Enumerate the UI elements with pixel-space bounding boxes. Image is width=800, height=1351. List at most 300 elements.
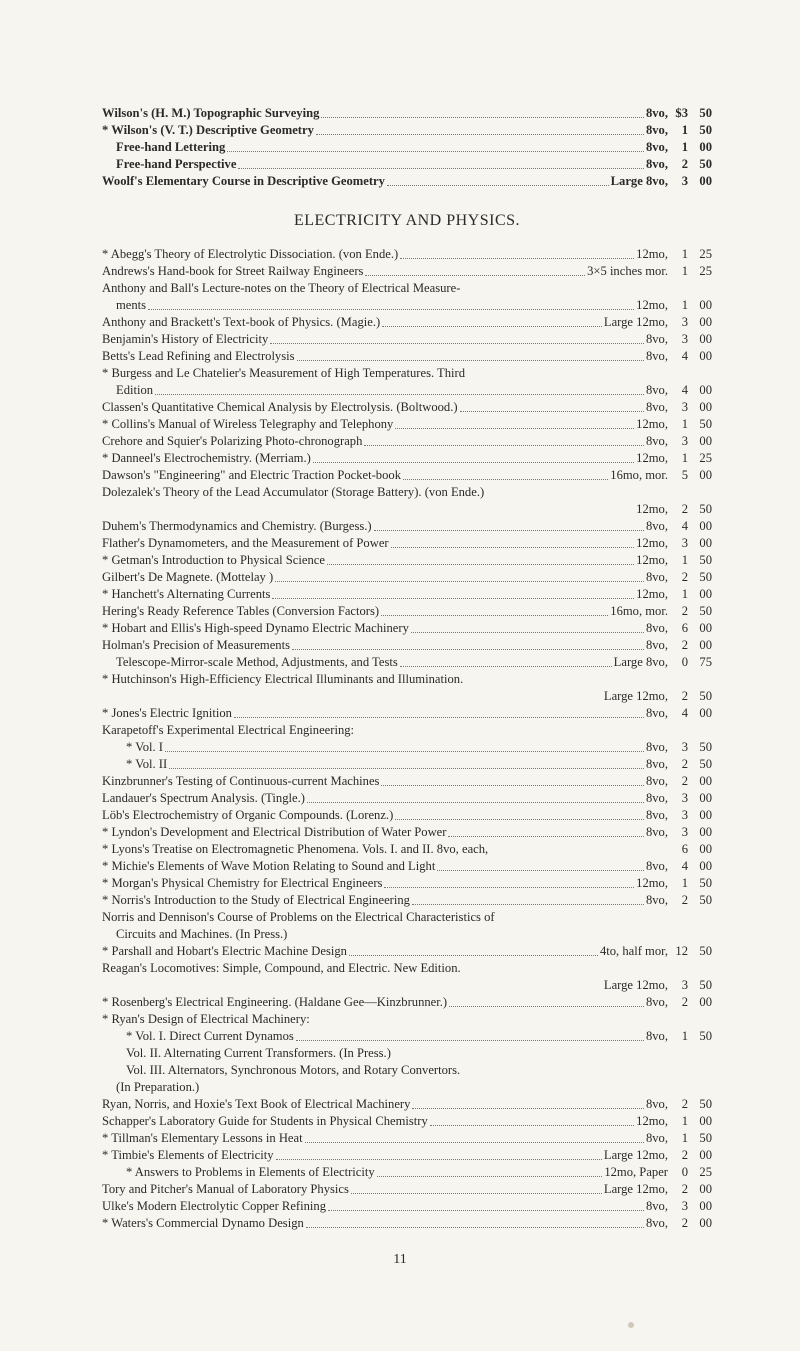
- dot-leader: [227, 150, 644, 152]
- catalog-entry: [102, 263, 712, 280]
- entry-price: [668, 1113, 712, 1130]
- catalog-entry: [102, 501, 712, 518]
- entry-title: Dolezalek's Theory of the Lead Accumulator (Storage Battery). (von Ende.): [102, 485, 485, 499]
- entry-format: 8vo,: [645, 1131, 668, 1145]
- dot-leader: [411, 631, 644, 633]
- catalog-entry: [102, 518, 712, 535]
- dot-leader: [165, 750, 644, 752]
- entry-price: [668, 841, 712, 858]
- entry-price: [668, 1096, 712, 1113]
- entry-price: [668, 382, 712, 399]
- entry-title: Karapetoff's Experimental Electrical Engineering:: [102, 723, 355, 737]
- price-dollars: 3: [681, 536, 688, 550]
- entry-price: [668, 105, 712, 122]
- entry-title: * Jones's Electric Ignition: [102, 706, 232, 720]
- entry-title: Crehore and Squier's Polarizing Photo-chronograph: [102, 434, 363, 448]
- entry-price: [668, 314, 712, 331]
- catalog-entry: [102, 467, 712, 484]
- price-cents: 25: [699, 451, 712, 465]
- price-cents: 00: [699, 774, 712, 788]
- section-entries: [102, 246, 712, 1232]
- dot-leader: [238, 167, 644, 169]
- catalog-entry: [102, 858, 712, 875]
- price-cents: 00: [699, 519, 712, 533]
- dot-leader: [305, 1141, 644, 1143]
- entry-title: Norris and Dennison's Course of Problems on the Electrical Characteristics of: [102, 910, 495, 924]
- dot-leader: [400, 665, 612, 667]
- dot-leader: [395, 818, 644, 820]
- entry-format: 8vo,: [645, 1216, 668, 1230]
- dot-leader: [234, 716, 644, 718]
- price-cents: 00: [699, 995, 712, 1009]
- entry-format: 8vo,: [645, 740, 668, 754]
- price-cents: 00: [699, 706, 712, 720]
- catalog-listing: [102, 105, 712, 1232]
- price-dollars: 1: [681, 553, 688, 567]
- price-dollars: 0: [681, 655, 688, 669]
- price-dollars: 2: [681, 604, 688, 618]
- dot-leader: [391, 546, 635, 548]
- dot-leader: [321, 116, 644, 118]
- catalog-entry: [102, 739, 712, 756]
- dot-leader: [437, 869, 644, 871]
- entry-title: Holman's Precision of Measurements: [102, 638, 290, 652]
- entry-format: 8vo,: [645, 383, 668, 397]
- entry-title: Vol. III. Alternators, Synchronous Motors, and Rotary Convertors.: [126, 1063, 461, 1077]
- section-heading: ELECTRICITY AND PHYSICS.: [293, 212, 521, 229]
- entry-price: [668, 467, 712, 484]
- catalog-entry: [102, 688, 712, 705]
- catalog-entry: [102, 416, 712, 433]
- entry-format: 8vo,: [645, 1199, 668, 1213]
- catalog-entry: [102, 1198, 712, 1215]
- catalog-entry: [102, 1062, 712, 1079]
- entry-title: Ryan, Norris, and Hoxie's Text Book of Electrical Machinery: [102, 1097, 411, 1111]
- entry-title: Gilbert's De Magnete. (Mottelay ): [102, 570, 274, 584]
- dot-leader: [328, 1209, 644, 1211]
- entry-title: * Lyons's Treatise on Electromagnetic Phenomena. Vols. I. and II. 8vo, each,: [102, 842, 489, 856]
- catalog-entry: [102, 382, 712, 399]
- price-cents: 00: [699, 1199, 712, 1213]
- dot-leader: [349, 954, 598, 956]
- price-dollars: 3: [681, 434, 688, 448]
- entry-price: [668, 977, 712, 994]
- price-cents: 00: [699, 825, 712, 839]
- entry-price: [668, 297, 712, 314]
- entry-price: [668, 620, 712, 637]
- entry-price: [668, 807, 712, 824]
- entry-format: 12mo,: [636, 536, 668, 550]
- dot-leader: [412, 903, 644, 905]
- price-dollars: 3: [681, 825, 688, 839]
- entry-format: 8vo,: [645, 140, 668, 154]
- price-dollars: 1: [681, 123, 688, 137]
- entry-price: [668, 501, 712, 518]
- entry-title: * Wilson's (V. T.) Descriptive Geometry: [102, 123, 314, 137]
- entry-format: 8vo,: [645, 332, 668, 346]
- entry-title: Benjamin's History of Electricity: [102, 332, 269, 346]
- entry-price: [668, 892, 712, 909]
- price-dollars: 12: [675, 944, 688, 958]
- catalog-entry: [102, 1011, 712, 1028]
- price-dollars: 2: [681, 757, 688, 771]
- dot-leader: [351, 1192, 602, 1194]
- dot-leader: [169, 767, 644, 769]
- catalog-entry: [102, 1028, 712, 1045]
- price-cents: 50: [699, 502, 712, 516]
- entry-format: 12mo,: [636, 247, 668, 261]
- price-dollars: 1: [681, 587, 688, 601]
- entry-format: Large 12mo,: [603, 689, 668, 703]
- price-dollars: 1: [681, 264, 688, 278]
- entry-price: [668, 603, 712, 620]
- entry-format: 16mo, mor.: [610, 468, 668, 482]
- price-cents: 50: [699, 893, 712, 907]
- price-dollars: 2: [681, 157, 688, 171]
- dot-leader: [148, 308, 634, 310]
- entry-format: 8vo,: [645, 791, 668, 805]
- page-number: 11: [393, 1252, 407, 1267]
- price-cents: 00: [699, 621, 712, 635]
- entry-price: [668, 331, 712, 348]
- catalog-entry: [102, 1096, 712, 1113]
- catalog-entry: [102, 722, 712, 739]
- entry-title: ments: [116, 298, 147, 312]
- entry-price: [668, 790, 712, 807]
- price-cents: 00: [699, 298, 712, 312]
- entry-price: [668, 1181, 712, 1198]
- entry-price: [668, 156, 712, 173]
- price-dollars: 1: [681, 1131, 688, 1145]
- entry-price: [668, 1164, 712, 1181]
- entry-title: * Hanchett's Alternating Currents: [102, 587, 271, 601]
- price-dollars: 3: [681, 174, 688, 188]
- entry-title: Free-hand Perspective: [116, 157, 237, 171]
- entry-title: * Getman's Introduction to Physical Science: [102, 553, 325, 567]
- price-dollars: 1: [681, 876, 688, 890]
- entry-title: Anthony and Brackett's Text-book of Physics. (Magie.): [102, 315, 381, 329]
- catalog-entry: [102, 365, 712, 382]
- entry-price: [668, 552, 712, 569]
- price-dollars: 6: [681, 842, 688, 856]
- dot-leader: [365, 274, 585, 276]
- price-cents: 00: [699, 587, 712, 601]
- price-cents: 50: [699, 757, 712, 771]
- entry-format: Large 8vo,: [613, 655, 668, 669]
- entry-price: [668, 994, 712, 1011]
- price-cents: 00: [699, 468, 712, 482]
- price-cents: 50: [699, 1131, 712, 1145]
- entry-price: [668, 739, 712, 756]
- entry-title: Woolf's Elementary Course in Descriptive Geometry: [102, 174, 385, 188]
- entry-title: * Norris's Introduction to the Study of Electrical Engineering: [102, 893, 410, 907]
- entry-title: Wilson's (H. M.) Topographic Surveying: [102, 106, 320, 120]
- catalog-entry: [102, 297, 712, 314]
- entry-price: [668, 1147, 712, 1164]
- catalog-entry: [102, 348, 712, 365]
- price-dollars: 2: [681, 774, 688, 788]
- entry-format: 8vo,: [645, 757, 668, 771]
- entry-price: [668, 875, 712, 892]
- price-cents: 00: [699, 808, 712, 822]
- dot-leader: [387, 184, 609, 186]
- entry-format: 8vo,: [645, 638, 668, 652]
- entry-title: Flather's Dynamometers, and the Measurement of Power: [102, 536, 389, 550]
- dot-leader: [381, 784, 643, 786]
- entry-format: 12mo,: [636, 587, 668, 601]
- price-dollars: 3: [681, 791, 688, 805]
- price-dollars: 3: [681, 808, 688, 822]
- catalog-entry: [102, 280, 712, 297]
- entry-title: * Vol. I: [126, 740, 163, 754]
- entry-title: Classen's Quantitative Chemical Analysis by Electrolysis. (Boltwood.): [102, 400, 458, 414]
- entry-price: [668, 1028, 712, 1045]
- catalog-entry: [102, 569, 712, 586]
- price-cents: 00: [699, 791, 712, 805]
- price-cents: 50: [699, 1029, 712, 1043]
- entry-title: Andrews's Hand-book for Street Railway Engineers: [102, 264, 364, 278]
- price-cents: 00: [699, 349, 712, 363]
- catalog-entry: [102, 807, 712, 824]
- catalog-entry: [102, 756, 712, 773]
- entry-title: * Danneel's Electrochemistry. (Merriam.): [102, 451, 311, 465]
- entry-title: * Hutchinson's High-Efficiency Electrical Illuminants and Illumination.: [102, 672, 464, 686]
- entry-price: [668, 246, 712, 263]
- catalog-entry: [102, 841, 712, 858]
- catalog-entry: [102, 122, 712, 139]
- entry-title: * Ryan's Design of Electrical Machinery:: [102, 1012, 310, 1026]
- price-cents: 50: [699, 944, 712, 958]
- price-dollars: 6: [681, 621, 688, 635]
- catalog-entry: [102, 105, 712, 122]
- price-cents: 00: [699, 140, 712, 154]
- entry-title: * Rosenberg's Electrical Engineering. (Haldane Gee—Kinzbrunner.): [102, 995, 448, 1009]
- dot-leader: [313, 461, 634, 463]
- entry-format: 8vo,: [645, 349, 668, 363]
- price-dollars: 2: [681, 1097, 688, 1111]
- entry-format: 8vo,: [645, 106, 668, 120]
- entry-format: 12mo,: [636, 502, 668, 516]
- price-cents: 50: [699, 157, 712, 171]
- entry-format: 8vo,: [645, 570, 668, 584]
- entry-title: * Abegg's Theory of Electrolytic Dissociation. (von Ende.): [102, 247, 399, 261]
- entry-price: [668, 637, 712, 654]
- dot-leader: [460, 410, 644, 412]
- entry-title: Free-hand Lettering: [116, 140, 226, 154]
- entry-title: * Timbie's Elements of Electricity: [102, 1148, 274, 1162]
- entry-format: 8vo,: [645, 400, 668, 414]
- dot-leader: [384, 886, 634, 888]
- entry-price: [668, 654, 712, 671]
- price-dollars: 3: [681, 978, 688, 992]
- catalog-entry: [102, 603, 712, 620]
- entry-price: [668, 518, 712, 535]
- price-dollars: 4: [681, 349, 688, 363]
- price-cents: 25: [699, 1165, 712, 1179]
- page-blemish: [628, 1322, 634, 1328]
- dot-leader: [276, 1158, 602, 1160]
- dot-leader: [275, 580, 644, 582]
- entry-price: [668, 943, 712, 960]
- entry-price: [668, 1198, 712, 1215]
- entry-format: 12mo,: [636, 417, 668, 431]
- catalog-entry: [102, 960, 712, 977]
- catalog-entry: [102, 246, 712, 263]
- dot-leader: [155, 393, 644, 395]
- entry-format: 12mo,: [636, 553, 668, 567]
- catalog-entry: [102, 654, 712, 671]
- entry-format: 3×5 inches mor.: [587, 264, 668, 278]
- price-dollars: 3: [681, 400, 688, 414]
- price-cents: 00: [699, 332, 712, 346]
- price-dollars: 2: [681, 1148, 688, 1162]
- entry-title: (In Preparation.): [116, 1080, 200, 1094]
- entry-price: [668, 263, 712, 280]
- price-dollars: 3: [681, 740, 688, 754]
- entry-format: Large 12mo,: [603, 315, 668, 329]
- price-cents: 00: [699, 536, 712, 550]
- entry-price: [668, 433, 712, 450]
- entry-format: 8vo,: [645, 706, 668, 720]
- entry-title: * Waters's Commercial Dynamo Design: [102, 1216, 304, 1230]
- catalog-entry: [102, 1215, 712, 1232]
- price-cents: 50: [699, 553, 712, 567]
- entry-title: * Tillman's Elementary Lessons in Heat: [102, 1131, 303, 1145]
- entry-format: Large 12mo,: [603, 1182, 668, 1196]
- entry-format: 8vo,: [645, 893, 668, 907]
- price-cents: 00: [699, 638, 712, 652]
- entry-format: 8vo,: [645, 621, 668, 635]
- catalog-entry: [102, 586, 712, 603]
- catalog-entry: [102, 620, 712, 637]
- price-cents: 00: [699, 1148, 712, 1162]
- dot-leader: [374, 529, 644, 531]
- entry-price: [668, 122, 712, 139]
- price-cents: 50: [699, 123, 712, 137]
- entry-title: Landauer's Spectrum Analysis. (Tingle.): [102, 791, 305, 805]
- entry-price: [668, 824, 712, 841]
- price-dollars: 1: [681, 1029, 688, 1043]
- dot-leader: [382, 325, 602, 327]
- price-cents: 00: [699, 383, 712, 397]
- dot-leader: [412, 1107, 644, 1109]
- entry-title: Circuits and Machines. (In Press.): [116, 927, 288, 941]
- dot-leader: [307, 801, 644, 803]
- catalog-entry: [102, 399, 712, 416]
- price-dollars: 5: [681, 468, 688, 482]
- price-cents: 50: [699, 978, 712, 992]
- entry-title: * Lyndon's Development and Electrical Distribution of Water Power: [102, 825, 447, 839]
- entry-title: * Burgess and Le Chatelier's Measurement of High Temperatures. Third: [102, 366, 466, 380]
- entry-price: [668, 535, 712, 552]
- entry-format: Large 12mo,: [603, 978, 668, 992]
- dot-leader: [400, 257, 634, 259]
- top-entries: [102, 105, 712, 190]
- entry-price: [668, 858, 712, 875]
- price-dollars: 2: [681, 638, 688, 652]
- dot-leader: [272, 597, 634, 599]
- catalog-entry: [102, 331, 712, 348]
- entry-title: Dawson's "Engineering" and Electric Traction Pocket-book: [102, 468, 401, 482]
- entry-price: [668, 773, 712, 790]
- entry-title: Anthony and Ball's Lecture-notes on the Theory of Electrical Measure-: [102, 281, 461, 295]
- price-dollars: 1: [681, 298, 688, 312]
- entry-format: 8vo,: [645, 808, 668, 822]
- catalog-entry: [102, 773, 712, 790]
- dot-leader: [327, 563, 634, 565]
- price-dollars: 1: [681, 1114, 688, 1128]
- price-cents: 00: [699, 859, 712, 873]
- dot-leader: [448, 835, 643, 837]
- entry-format: 8vo,: [645, 859, 668, 873]
- catalog-entry: [102, 875, 712, 892]
- price-dollars: $3: [675, 106, 688, 120]
- price-cents: 50: [699, 876, 712, 890]
- price-cents: 00: [699, 842, 712, 856]
- entry-title: Reagan's Locomotives: Simple, Compound, and Electric. New Edition.: [102, 961, 461, 975]
- price-dollars: 3: [681, 1199, 688, 1213]
- catalog-entry: [102, 790, 712, 807]
- price-dollars: 4: [681, 383, 688, 397]
- price-dollars: 2: [681, 502, 688, 516]
- entry-format: 8vo,: [645, 1097, 668, 1111]
- catalog-entry: [102, 450, 712, 467]
- entry-price: [668, 1130, 712, 1147]
- dot-leader: [306, 1226, 644, 1228]
- catalog-entry: [102, 705, 712, 722]
- price-cents: 50: [699, 417, 712, 431]
- entry-title: Edition: [116, 383, 154, 397]
- catalog-entry: [102, 1113, 712, 1130]
- price-dollars: 3: [681, 315, 688, 329]
- catalog-entry: [102, 994, 712, 1011]
- price-cents: 00: [699, 1114, 712, 1128]
- entry-title: Ulke's Modern Electrolytic Copper Refining: [102, 1199, 327, 1213]
- dot-leader: [364, 444, 644, 446]
- dot-leader: [270, 342, 644, 344]
- price-dollars: 2: [681, 689, 688, 703]
- price-dollars: 2: [681, 893, 688, 907]
- price-dollars: 1: [681, 451, 688, 465]
- catalog-entry: [102, 1079, 712, 1096]
- entry-price: [668, 688, 712, 705]
- entry-price: [668, 399, 712, 416]
- entry-title: Schapper's Laboratory Guide for Students in Physical Chemistry: [102, 1114, 428, 1128]
- entry-price: [668, 1215, 712, 1232]
- catalog-entry: [102, 1130, 712, 1147]
- entry-format: 8vo,: [645, 123, 668, 137]
- entry-price: [668, 450, 712, 467]
- price-cents: 50: [699, 106, 712, 120]
- entry-format: 12mo,: [636, 298, 668, 312]
- catalog-entry: [102, 892, 712, 909]
- entry-format: 12mo,: [636, 1114, 668, 1128]
- entry-format: 12mo,: [636, 876, 668, 890]
- catalog-entry: [102, 173, 712, 190]
- entry-format: 8vo,: [645, 825, 668, 839]
- entry-price: [668, 705, 712, 722]
- entry-format: 12mo,: [636, 451, 668, 465]
- price-cents: 00: [699, 434, 712, 448]
- entry-price: [668, 756, 712, 773]
- entry-format: 4to, half mor,: [599, 944, 668, 958]
- price-dollars: 0: [681, 1165, 688, 1179]
- price-dollars: 1: [681, 247, 688, 261]
- entry-title: * Morgan's Physical Chemistry for Electrical Engineers: [102, 876, 383, 890]
- entry-title: Telescope-Mirror-scale Method, Adjustments, and Tests: [116, 655, 398, 669]
- catalog-entry: [102, 139, 712, 156]
- price-dollars: 4: [681, 519, 688, 533]
